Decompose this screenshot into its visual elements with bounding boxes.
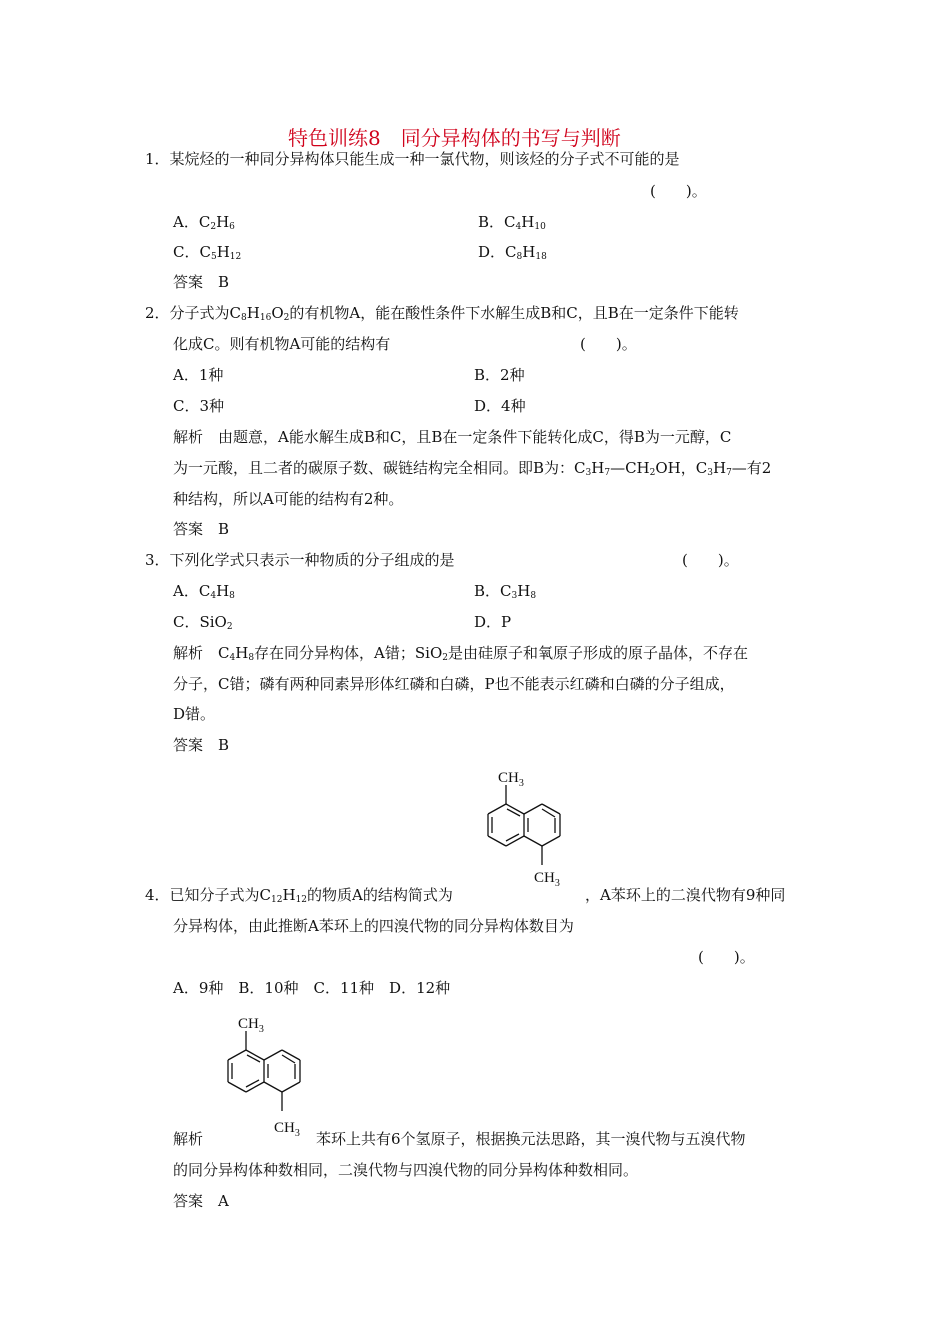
dimethylnaphthalene-structure-analysis [222, 1012, 312, 1144]
methyl-label-bottom: $CH_3$ [274, 1120, 300, 1139]
q3-analysis-line1: 解析 $C_4H_8$存在同分异构体，A错；SiO$_2$是由硅原子和氧原子形成的原子晶体，不存在 [173, 644, 749, 663]
q3-option-c: C．SiO$_2$ [173, 613, 233, 632]
q3-analysis-line2: 分子，C错；磷有两种同素异形体红磷和白磷，P也不能表示红磷和白磷的分子组成， [173, 675, 735, 693]
q4-options: A．9种 B．10种 C．11种 D．12种 [173, 979, 451, 997]
q4-stem-line2: 分异构体，由此推断A苯环上的四溴代物的同分异构体数目为 [173, 917, 574, 935]
methyl-label-bottom: $CH_3$ [534, 870, 560, 889]
q2-stem-line2: 化成C。则有机物A可能的结构有 [173, 335, 391, 353]
q2-blank: ( )。 [580, 335, 637, 353]
q4-answer: 答案 A [173, 1192, 229, 1210]
q2-option-a: A．1种 [173, 366, 224, 384]
q4-blank: ( )。 [698, 948, 755, 966]
q2-option-c: C．3种 [173, 397, 225, 415]
q2-option-b: B．2种 [474, 366, 525, 384]
q2-analysis-line2: 为一元酸，且二者的碳原子数、碳链结构完全相同。即B为：$C_3H_7—CH_2OH$，$C_3H_7—$有2 [173, 459, 772, 478]
q3-analysis-line3: D错。 [173, 705, 216, 723]
methyl-label-top: $CH_3$ [498, 770, 524, 789]
q1-blank: ( )。 [650, 182, 707, 200]
q4-analysis-line2: 的同分异构体种数相同，二溴代物与四溴代物的同分异构体种数相同。 [173, 1161, 639, 1179]
q3-option-b: B．$C_3H_8$ [474, 582, 537, 601]
q3-option-a: A．$C_4H_8$ [173, 582, 235, 601]
dimethylnaphthalene-structure [482, 766, 572, 898]
q1-answer: 答案 B [173, 273, 230, 291]
q3-stem: 3．下列化学式只表示一种物质的分子组成的是 [145, 551, 455, 569]
q3-answer: 答案 B [173, 736, 230, 754]
q1-option-c: C．$C_5H_{12}$ [173, 243, 242, 262]
q2-answer: 答案 B [173, 520, 230, 538]
q1-stem: 1．某烷烃的一种同分异构体只能生成一种一氯代物，则该烃的分子式不可能的是 [145, 150, 680, 168]
q2-analysis-line3: 种结构，所以A可能的结构有2种。 [173, 490, 404, 508]
page-title: 特色训练8 同分异构体的书写与判断 [288, 126, 621, 150]
methyl-label-top: $CH_3$ [238, 1016, 264, 1035]
q1-option-b: B．$C_4H_{10}$ [478, 213, 546, 232]
q3-option-d: D．P [474, 613, 512, 631]
q1-option-d: D．$C_8H_{18}$ [478, 243, 547, 262]
q1-option-a: A．$C_2H_6$ [173, 213, 235, 232]
q4-analysis-label: 解析 [173, 1130, 204, 1148]
q4-stem-part1: 4．已知分子式为$C_{12}H_{12}$的物质A的结构简式为 [145, 886, 453, 905]
q2-analysis-line1: 解析 由题意，A能水解生成B和C，且B在一定条件下能转化成C，得B为一元醇，C [173, 428, 732, 446]
q2-stem: 2．分子式为$C_8H_{16}O_2$的有机物A，能在酸性条件下水解生成B和C，且B在一定条件下能转 [145, 304, 739, 323]
q3-blank: ( )。 [682, 551, 739, 569]
q4-analysis-line1: 苯环上共有6个氢原子，根据换元法思路，其一溴代物与五溴代物 [316, 1130, 746, 1148]
q4-stem-part2: ，A苯环上的二溴代物有9种同 [585, 886, 786, 904]
q2-option-d: D．4种 [474, 397, 526, 415]
